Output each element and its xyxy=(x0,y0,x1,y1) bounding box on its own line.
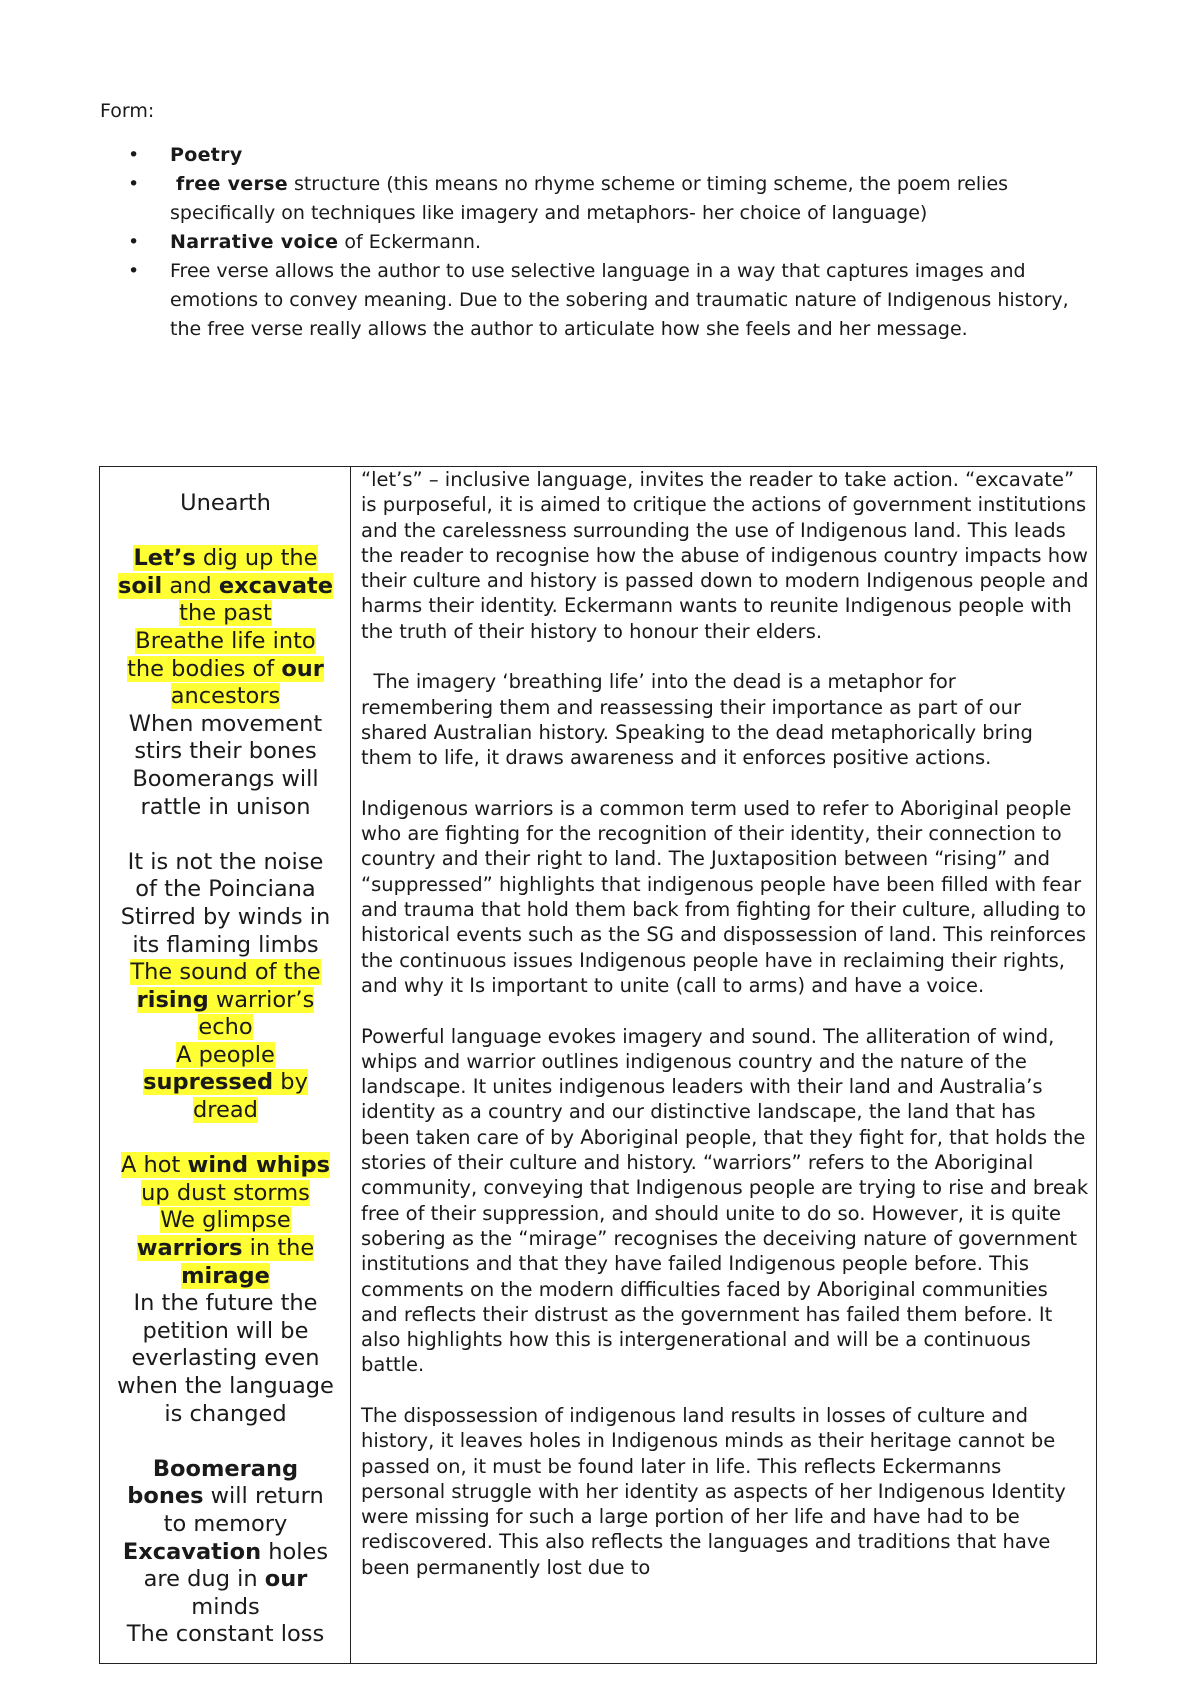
poem-line xyxy=(100,1511,351,1539)
bullet-item xyxy=(100,257,1090,344)
poem-text: up dust storms xyxy=(141,1179,310,1206)
poem-keyword: supressed xyxy=(143,1069,274,1096)
poem-line xyxy=(100,600,351,628)
poem-line xyxy=(100,628,351,656)
poem-line xyxy=(100,656,351,684)
poem-line xyxy=(100,1263,351,1291)
poem-text: its flaming limbs xyxy=(132,931,319,958)
poem-line xyxy=(100,1235,351,1263)
poem-line xyxy=(100,1373,351,1401)
poem-keyword: our xyxy=(281,655,324,682)
poem-keyword: Let’s xyxy=(133,545,196,572)
analysis-paragraph: The imagery ‘breathing life’ into the dead is a metaphor for remembering them and reassessing their importance as part of our shared Australian history. Speaking to the dead metaphorically bring them to life, it draws awareness and it enforces positive actions. xyxy=(361,670,1040,770)
poem-line xyxy=(100,932,351,960)
poem-text: everlasting even xyxy=(131,1345,320,1372)
poem-text: Boomerangs will xyxy=(132,765,319,792)
stanza-break xyxy=(100,821,351,849)
poem-text: by xyxy=(273,1069,308,1096)
poem-text: to memory xyxy=(163,1510,288,1537)
poem-keyword: mirage xyxy=(181,1262,270,1289)
poem-text: It is not the noise xyxy=(127,848,324,875)
bullet-item xyxy=(100,141,1090,170)
poem-line xyxy=(100,794,351,822)
poem-line xyxy=(100,1097,351,1125)
poem-line xyxy=(100,1594,351,1622)
poem-text: Breathe life into xyxy=(135,627,316,654)
poem-keyword: Boomerang xyxy=(152,1455,299,1482)
poem-text: when the language xyxy=(117,1373,334,1399)
poem-line xyxy=(100,1290,351,1318)
poem-text: The constant loss xyxy=(126,1621,325,1648)
poem-text: the bodies of xyxy=(127,655,282,682)
poem-keyword: warriors xyxy=(136,1235,243,1262)
poem-line xyxy=(100,1207,351,1235)
poem-keyword: bones xyxy=(127,1483,204,1510)
bullet-text: Free verse allows the author to use selective language in a way that captures images and emotions to convey meaning. Due to the sobering and traumatic nature of Indigenous history, the free verse really allows the author to articulate how she feels and her message. xyxy=(170,260,1069,340)
analysis-paragraph: “let’s” – inclusive language, invites the reader to take action. “excavate” is purposeful, it is aimed to critique the actions of government institutions and the carelessness surrounding the use of Indigenous land. This leads the reader to recognise how the abuse of indigenous country impacts how their culture and history is passed down to modern Indigenous people and harms their identity. Eckermann wants to reunite Indigenous people with the truth of their history to honour their elders. xyxy=(361,468,1089,643)
poem-line xyxy=(100,959,351,987)
poem-line xyxy=(100,1180,351,1208)
bullet-text: of Eckermann. xyxy=(338,231,481,253)
poem-keyword: Excavation xyxy=(122,1538,262,1565)
poem-text: in the xyxy=(242,1235,315,1262)
poem-column xyxy=(100,490,351,1649)
stanza-break xyxy=(100,1125,351,1153)
poem-text: dig up the xyxy=(195,545,318,572)
poem-text: dread xyxy=(193,1097,258,1124)
poem-line xyxy=(100,1318,351,1346)
poem-keyword: rising xyxy=(136,986,209,1013)
poem-text: Stirred by winds in xyxy=(120,903,331,930)
poem-text: holes xyxy=(261,1538,329,1565)
poem-line xyxy=(100,1456,351,1484)
poem-keyword: our xyxy=(264,1566,308,1593)
poem-line xyxy=(100,573,351,601)
poem-text: of the Poinciana xyxy=(135,876,316,903)
poem-line xyxy=(100,1483,351,1511)
poem-line xyxy=(100,545,351,573)
poem-analysis-table xyxy=(99,466,1097,1664)
poem-text: ancestors xyxy=(170,683,281,710)
poem-line xyxy=(100,1152,351,1180)
poem-text: minds xyxy=(191,1593,260,1620)
poem-text: When movement xyxy=(128,710,323,737)
poem-line xyxy=(100,490,351,518)
analysis-column xyxy=(361,467,1089,1605)
poem-line xyxy=(100,1566,351,1594)
analysis-paragraph: Indigenous warriors is a common term used to refer to Aboriginal people who are fighting for the recognition of their identity, their connection to country and their right to land. The Juxtaposition between “rising” and “suppressed” highlights that indigenous people have been filled with fear and trauma that hold them back from fighting for their culture, alluding to historical events such as the SG and dispossession of land. This reinforces the continuous issues Indigenous people have in reclaiming their rights, and why it Is important to unite (call to arms) and have a voice. xyxy=(361,796,1086,997)
poem-text: Unearth xyxy=(180,490,271,516)
poem-line xyxy=(100,1069,351,1097)
poem-line xyxy=(100,683,351,711)
bullet-item xyxy=(100,170,1090,228)
form-heading: Form: xyxy=(100,100,155,122)
poem-text: rattle in unison xyxy=(140,793,311,820)
poem-line xyxy=(100,1042,351,1070)
poem-text: warrior’s xyxy=(208,986,315,1013)
poem-line xyxy=(100,849,351,877)
poem-line xyxy=(100,876,351,904)
poem-line xyxy=(100,1539,351,1567)
bullet-item xyxy=(100,228,1090,257)
poem-line xyxy=(100,766,351,794)
poem-line xyxy=(100,711,351,739)
poem-line xyxy=(100,1401,351,1429)
poem-text: echo xyxy=(198,1014,253,1041)
poem-keyword: excavate xyxy=(218,572,334,599)
poem-line xyxy=(100,1014,351,1042)
poem-line xyxy=(100,738,351,766)
stanza-break xyxy=(100,1428,351,1456)
form-bullet-list xyxy=(100,141,1090,344)
poem-text: petition will be xyxy=(142,1317,309,1344)
poem-keyword: wind whips xyxy=(187,1152,331,1179)
analysis-paragraph: The dispossession of indigenous land results in losses of culture and history, it leaves holes in Indigenous minds as their heritage cannot be passed on, it must be found later in life. This reflects Eckermanns personal struggle with her identity as aspects of her Indigenous Identity were missing for such a large portion of her life and have had to be rediscovered. This also reflects the languages and traditions that have been permanently lost due to xyxy=(361,1403,1066,1579)
poem-text: is changed xyxy=(164,1400,287,1427)
poem-text: stirs their bones xyxy=(134,738,317,765)
poem-text: A hot xyxy=(120,1152,188,1179)
poem-text: The sound of the xyxy=(130,959,321,986)
analysis-paragraph: Powerful language evokes imagery and sound. The alliteration of wind, whips and warrior outlines indigenous country and the nature of the landscape. It unites indigenous leaders with their land and Australia’s identity as a country and our distinctive landscape, the land that has been taken care of by Aboriginal people, that they fight for, that holds the stories of their culture and history. “warriors” refers to the Aboriginal community, conveying that Indigenous people are trying to rise and break free of their suppression, and should unite to do so. However, it is quite sobering as the “mirage” recognises the deceiving nature of government institutions and that they have failed Indigenous people before. This comments on the modern difficulties faced by Aboriginal communities and reflects their distrust as the government has failed them before. It also highlights how this is intergenerational and will be a continuous battle. xyxy=(361,1024,1089,1377)
poem-text: In the future the xyxy=(133,1290,318,1317)
poem-line xyxy=(100,1621,351,1649)
poem-line xyxy=(100,904,351,932)
bullet-text: structure (this means no rhyme scheme or timing scheme, the poem relies specifically on techniques like imagery and metaphors- her choice of language) xyxy=(170,173,1009,224)
bullet-bold: Poetry xyxy=(170,144,243,166)
poem-text: will return xyxy=(203,1483,324,1510)
poem-text: are dug in xyxy=(143,1566,265,1593)
poem-text: the past xyxy=(179,600,272,627)
stanza-break xyxy=(100,518,351,546)
poem-text: and xyxy=(162,572,219,599)
bullet-bold: free verse xyxy=(176,173,288,195)
poem-line xyxy=(100,987,351,1015)
poem-text: We glimpse xyxy=(160,1207,291,1234)
poem-text: A people xyxy=(176,1041,275,1068)
bullet-bold: Narrative voice xyxy=(170,231,339,253)
poem-keyword: soil xyxy=(117,572,163,599)
poem-line xyxy=(100,1345,351,1373)
